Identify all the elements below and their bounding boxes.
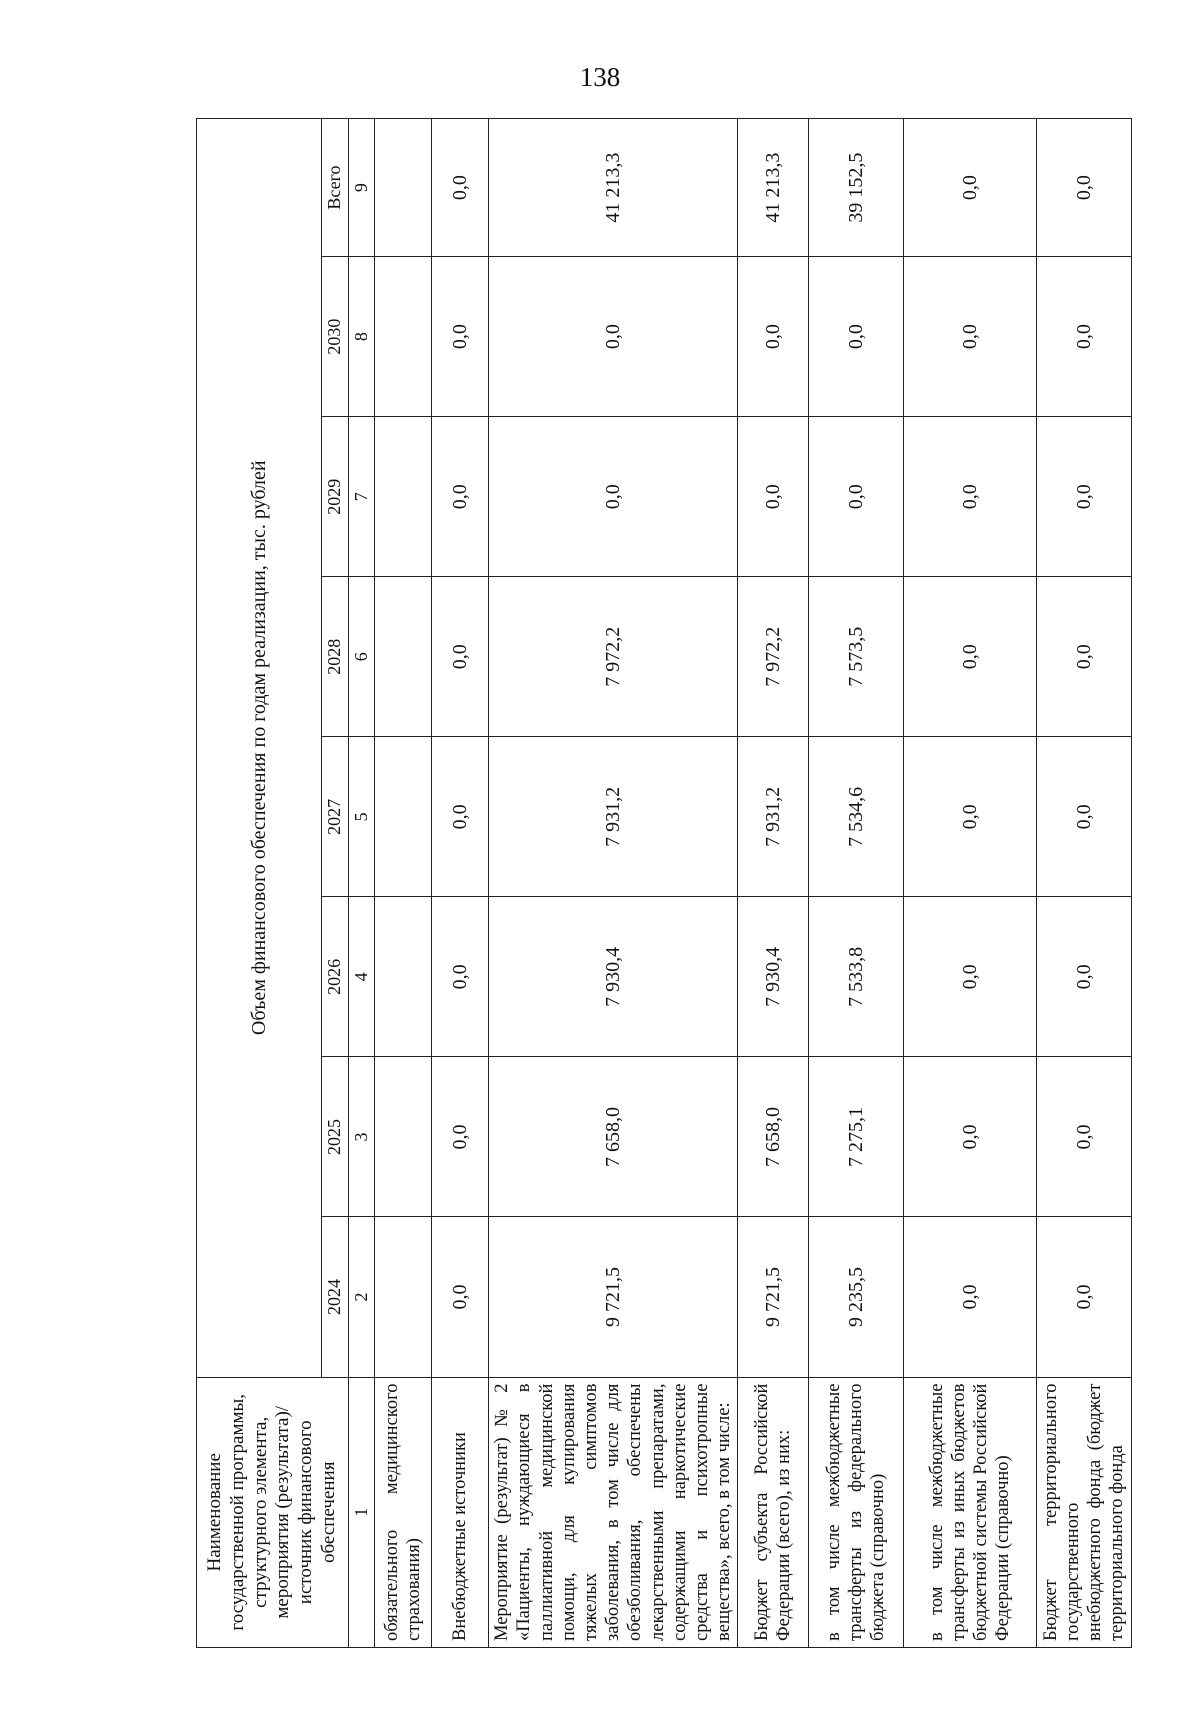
table-row <box>432 119 489 1648</box>
value-cell: 0,0 <box>1037 897 1132 1057</box>
value-cell: 7 534,6 <box>809 737 904 897</box>
budget-table <box>196 118 1132 1648</box>
value-cell: 0,0 <box>904 897 1037 1057</box>
value-cell: 0,0 <box>738 257 809 417</box>
value-cell: 0,0 <box>1037 1217 1132 1377</box>
value-cell: 7 972,2 <box>489 577 738 737</box>
year-header: 2027 <box>322 737 349 897</box>
value-cell: 7 972,2 <box>738 577 809 737</box>
value-cell: 0,0 <box>904 737 1037 897</box>
rotated-table-wrapper <box>196 118 1128 1648</box>
column-number: 6 <box>348 577 375 737</box>
value-cell: 0,0 <box>904 417 1037 577</box>
value-cell: 0,0 <box>432 417 489 577</box>
name-column-header: Наименование государственной программы, структурного элемента, мероприятия (результата)/источник финансового обеспечения <box>197 1377 349 1647</box>
year-header: 2030 <box>322 257 349 417</box>
value-cell: 7 931,2 <box>489 737 738 897</box>
value-cell: 0,0 <box>489 257 738 417</box>
row-label: Бюджет субъекта Российской Федерации (всего), из них: <box>738 1377 809 1647</box>
row-label: в том числе межбюджетные трансферты из иных бюджетов бюджетной системы Российской Федерации (справочно) <box>904 1377 1037 1647</box>
total-cell: 41 213,3 <box>738 119 809 257</box>
value-cell: 9 721,5 <box>738 1217 809 1377</box>
value-cell: 0,0 <box>1037 417 1132 577</box>
page-number: 138 <box>579 62 621 92</box>
value-cell: 0,0 <box>1037 1057 1132 1217</box>
value-cell: 0,0 <box>1037 577 1132 737</box>
value-cell: 0,0 <box>904 257 1037 417</box>
total-cell: 0,0 <box>904 119 1037 257</box>
value-cell: 9 721,5 <box>489 1217 738 1377</box>
value-cell: 7 573,5 <box>809 577 904 737</box>
row-label: Бюджет территориального государственного внебюджетного фонда (бюджет территориального фонда <box>1037 1377 1132 1647</box>
row-label: Мероприятие (результат) № 2 «Пациенты, нуждающиеся в паллиативной медицинской помощи, для купирования тяжелых симптомов заболевания, в том числе для обезболивания, обеспечены лекарственными препаратами, содержащими наркотические средства и психотропные вещества», всего, в том числе: <box>489 1377 738 1647</box>
column-number: 3 <box>348 1057 375 1217</box>
column-number: 4 <box>348 897 375 1057</box>
value-cell: 0,0 <box>432 1217 489 1377</box>
value-cell <box>375 897 432 1057</box>
value-cell: 0,0 <box>432 897 489 1057</box>
value-cell: 0,0 <box>432 257 489 417</box>
value-cell: 7 275,1 <box>809 1057 904 1217</box>
total-cell: 0,0 <box>432 119 489 257</box>
column-number: 8 <box>348 257 375 417</box>
value-cell: 0,0 <box>432 737 489 897</box>
value-cell: 0,0 <box>1037 257 1132 417</box>
value-cell: 7 533,8 <box>809 897 904 1057</box>
value-cell: 0,0 <box>904 1057 1037 1217</box>
funding-group-header: Объем финансового обеспечения по годам реализации, тыс. рублей <box>197 119 322 1378</box>
table-row <box>375 119 432 1648</box>
value-cell <box>375 1057 432 1217</box>
value-cell: 7 658,0 <box>489 1057 738 1217</box>
value-cell: 0,0 <box>432 577 489 737</box>
value-cell: 7 931,2 <box>738 737 809 897</box>
value-cell: 7 930,4 <box>738 897 809 1057</box>
value-cell: 9 235,5 <box>809 1217 904 1377</box>
value-cell <box>375 257 432 417</box>
year-header: 2028 <box>322 577 349 737</box>
value-cell: 0,0 <box>489 417 738 577</box>
total-cell: 39 152,5 <box>809 119 904 257</box>
total-header: Всего <box>322 119 349 257</box>
table-row <box>738 119 809 1648</box>
value-cell: 7 930,4 <box>489 897 738 1057</box>
table-row <box>904 119 1037 1648</box>
row-label: в том числе межбюджетные трансферты из федерального бюджета (справочно) <box>809 1377 904 1647</box>
total-cell: 0,0 <box>1037 119 1132 257</box>
year-header: 2029 <box>322 417 349 577</box>
value-cell <box>375 417 432 577</box>
table-row <box>489 119 738 1648</box>
column-number: 7 <box>348 417 375 577</box>
column-number: 5 <box>348 737 375 897</box>
year-header: 2024 <box>322 1217 349 1377</box>
column-number: 1 <box>348 1377 375 1647</box>
value-cell: 0,0 <box>809 417 904 577</box>
value-cell: 0,0 <box>1037 737 1132 897</box>
value-cell <box>375 1217 432 1377</box>
table-row <box>1037 119 1132 1648</box>
value-cell: 0,0 <box>809 257 904 417</box>
value-cell: 0,0 <box>904 1217 1037 1377</box>
row-label: обязательного медицинского страхования) <box>375 1377 432 1647</box>
value-cell: 0,0 <box>738 417 809 577</box>
year-header: 2026 <box>322 897 349 1057</box>
year-header: 2025 <box>322 1057 349 1217</box>
value-cell: 0,0 <box>904 577 1037 737</box>
column-number: 2 <box>348 1217 375 1377</box>
value-cell <box>375 737 432 897</box>
table-row <box>809 119 904 1648</box>
value-cell: 0,0 <box>432 1057 489 1217</box>
value-cell <box>375 577 432 737</box>
row-label: Внебюджетные источники <box>432 1377 489 1647</box>
total-cell: 41 213,3 <box>489 119 738 257</box>
value-cell: 7 658,0 <box>738 1057 809 1217</box>
total-cell <box>375 119 432 257</box>
column-number: 9 <box>348 119 375 257</box>
